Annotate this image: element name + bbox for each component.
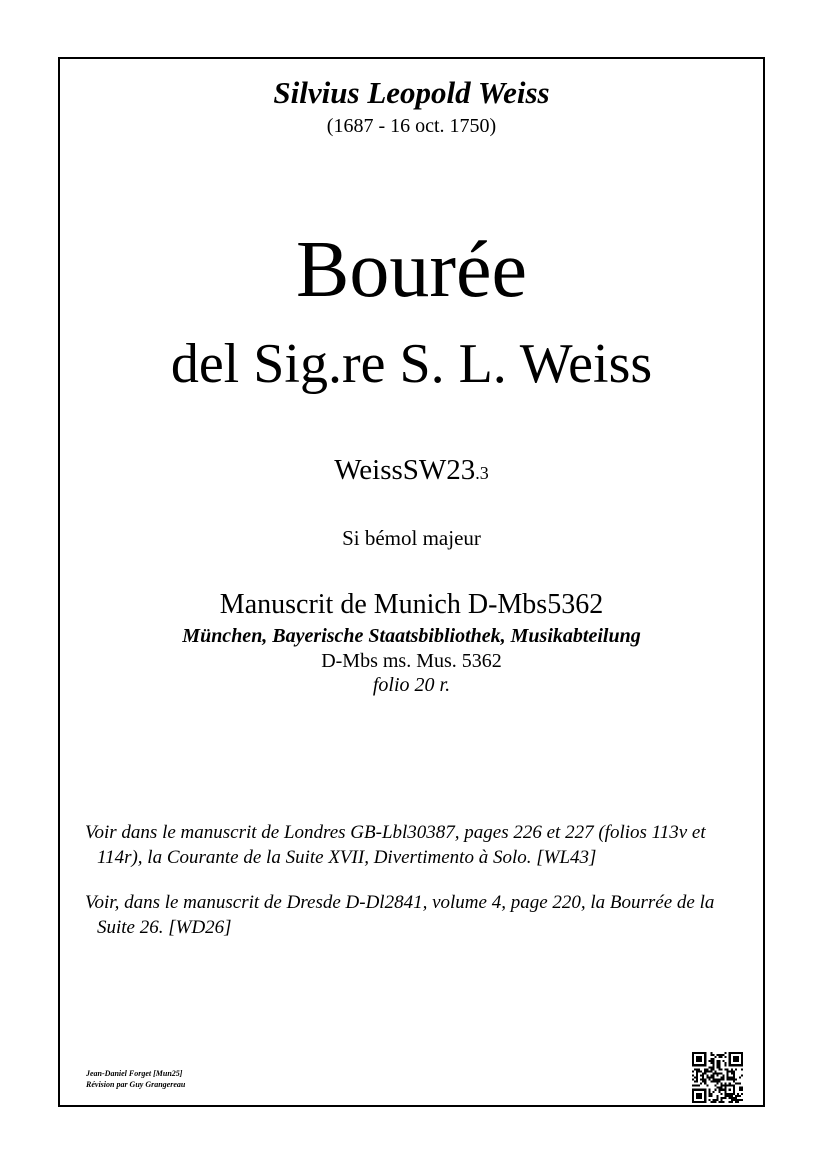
composer-name: Silvius Leopold Weiss bbox=[273, 75, 550, 110]
page-border bbox=[58, 57, 765, 1107]
key-signature: Si bémol majeur bbox=[342, 526, 481, 550]
piece-title: Bourée bbox=[295, 226, 527, 314]
library-name: München, Bayerische Staatsbibliothek, Musikabteilung bbox=[182, 625, 641, 647]
note-london: Voir dans le manuscrit de Londres GB-Lbl30387, pages 226 et 227 (folios 113v et 114r), la Courante de la Suite XVII, Divertimento à Solo. [WL43] bbox=[85, 822, 706, 868]
revision-credit: Révision par Guy Grangereau bbox=[86, 1080, 186, 1089]
catalog-main: WeissSW23 bbox=[334, 454, 476, 486]
shelfmark: D-Mbs ms. Mus. 5362 bbox=[321, 650, 502, 672]
catalog-suffix: .3 bbox=[475, 463, 489, 483]
credits bbox=[86, 1068, 185, 1090]
qr-code-icon[interactable] bbox=[692, 1052, 743, 1103]
editor-credit: Jean-Daniel Forget [Mun25] bbox=[86, 1069, 183, 1078]
piece-subtitle: del Sig.re S. L. Weiss bbox=[170, 333, 653, 395]
catalog-number bbox=[58, 452, 765, 491]
folio-reference: folio 20 r. bbox=[372, 674, 451, 696]
composer-dates: (1687 - 16 oct. 1750) bbox=[326, 115, 497, 137]
note-dresden: Voir, dans le manuscrit de Dresde D-Dl2841, volume 4, page 220, la Bourrée de la Suite 26. [WD26] bbox=[85, 892, 715, 938]
manuscript-title: Manuscrit de Munich D-Mbs5362 bbox=[219, 589, 604, 620]
